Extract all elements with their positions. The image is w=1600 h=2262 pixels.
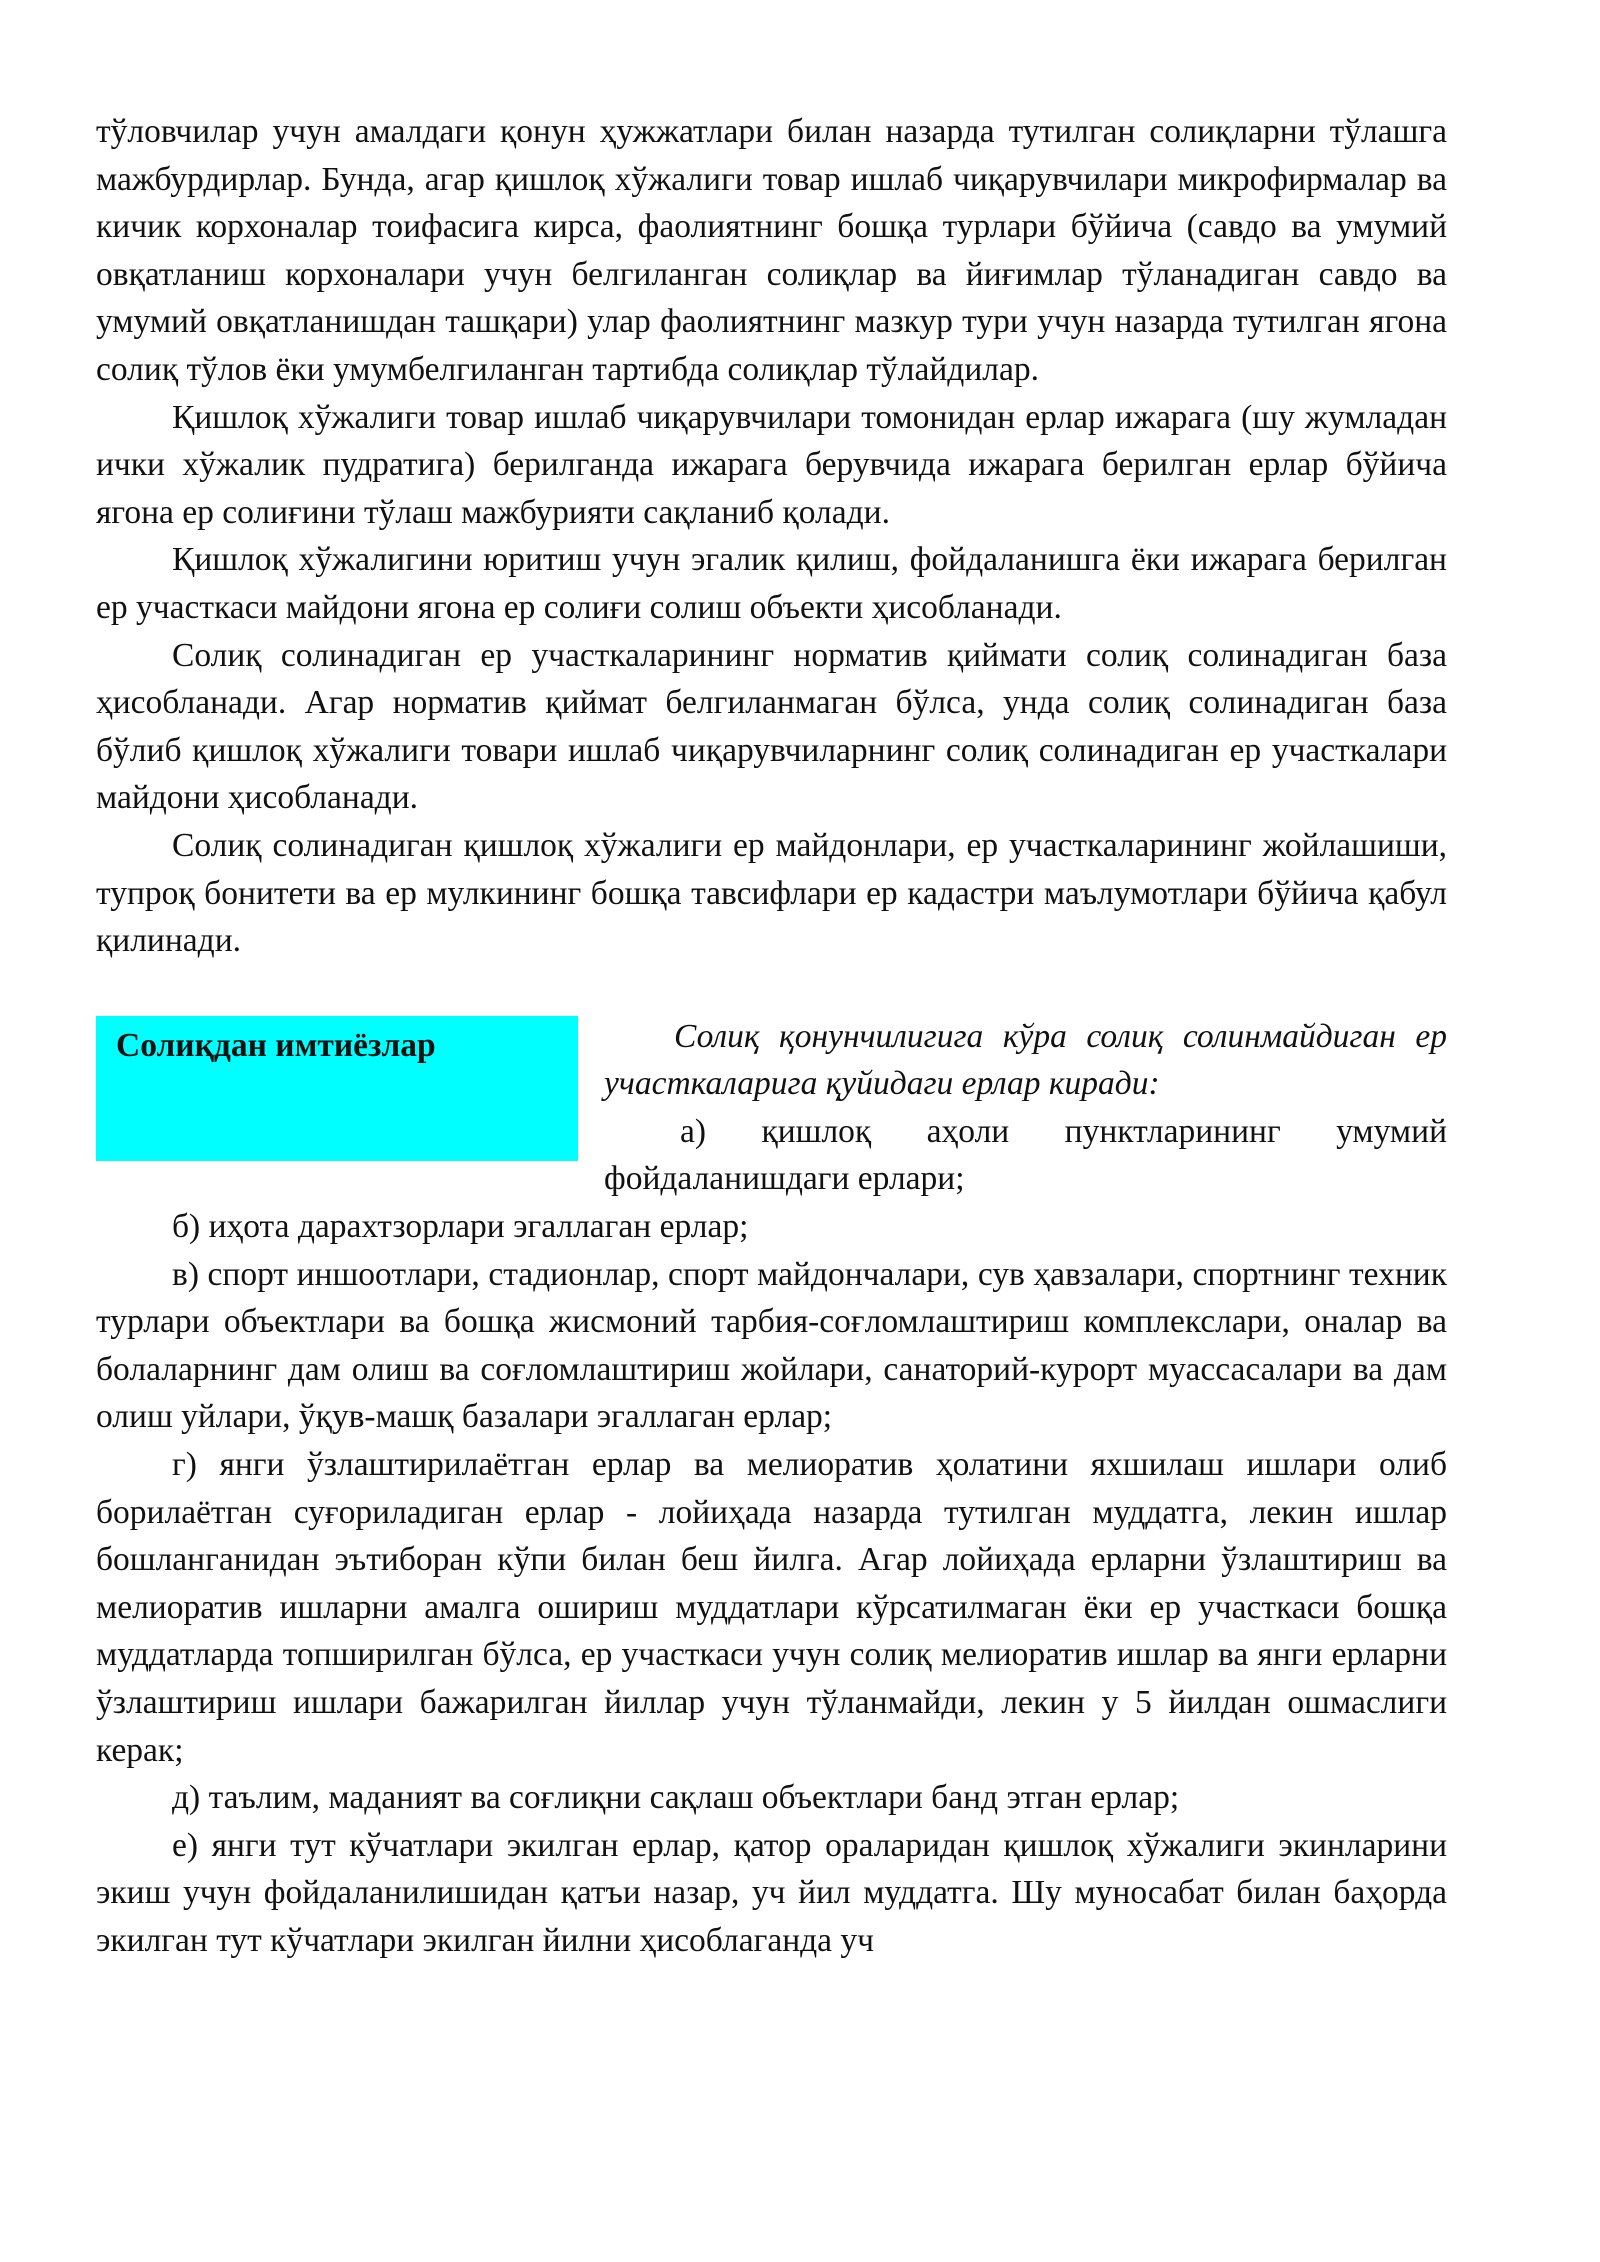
document-page: [96, 108, 1447, 1965]
paragraph-taxable-object: Қишлоқ хўжалигини юритиш учун эгалик қилиш, фойдаланишга ёки ижарага берилган ер участкаси майдони ягона ер солиғи солиш объекти ҳисобланади.: [96, 541, 1447, 626]
section-spacer: [96, 965, 1447, 1013]
paragraph-tax-base: Солиқ солинадиган ер участкаларининг норматив қиймати солиқ солинадиган база ҳисобланади. Агар норматив қиймат белгиланмаган бўлса, унда солиқ солинадиган база бўлиб қишлоқ хўжалиги товари ишлаб чиқарувчиларнинг солиқ солинадиган ер участкалари майдони ҳисобланади.: [96, 636, 1447, 817]
paragraph-cadastre: Солиқ солинадиган қишлоқ хўжалиги ер майдонлари, ер участкаларининг жойлашиши, тупроқ бонитети ва ер мулкининг бошқа тавсифлари ер кадастри маълумотлари бўйича қабул қилинади.: [96, 826, 1447, 960]
sidebar-heading-title: Солиқдан имтиёзлар: [116, 1026, 436, 1064]
paragraph-continuation: тўловчилар учун амалдаги қонун ҳужжатлари билан назарда тутилган солиқларни тўлашга мажбурдирлар. Бунда, агар қишлоқ хўжалиги товар ишлаб чиқарувчилари микрофирмалар ва кичик корхоналар тоифасига кирса, фаолиятнинг бошқа турлари бўйича (савдо ва умумий овқатланиш корхоналари учун белгиланган солиқлар ва йиғимлар тўланадиган савдо ва умумий овқатланишдан ташқари) улар фаолиятнинг мазкур тури учун назарда тутилган ягона солиқ тўлов ёки умумбелгиланган тартибда солиқлар тўлайдилар.: [96, 113, 1447, 388]
exemption-item-b: б) иҳота дарахтзорлари эгаллаган ерлар;: [172, 1208, 749, 1246]
paragraph-lease: Қишлоқ хўжалиги товар ишлаб чиқарувчилари томонидан ерлар ижарага (шу жумладан ички хўжалик пудратига) берилганда ижарага берувчида ижарага берилган ерлар бўйича ягона ер солиғини тўлаш мажбурияти сақланиб қолади.: [96, 398, 1447, 531]
exemption-item-d: д) таълим, маданият ва соғлиқни сақлаш объектлари банд этган ерлар;: [172, 1779, 1180, 1817]
exemption-item-v: в) спорт иншоотлари, стадионлар, спорт майдончалари, сув ҳавзалари, спортнинг техник турлари объектлари ва бошқа жисмоний тарбия-соғломлаштириш комплекслари, оналар ва болаларнинг дам олиш ва соғломлаштириш жойлари, санаторий-курорт муассасалари ва дам олиш уйлари, ўқув-машқ базалари эгаллаган ерлар;: [96, 1255, 1447, 1436]
exemptions-intro: Солиқ қонунчилигига кўра солиқ солинмайдиган ер участкаларига қуйидаги ерлар киради:: [604, 1017, 1447, 1103]
exemption-item-a: а) қишлоқ аҳоли пунктларининг умумий фойдаланишдаги ерлари;: [604, 1112, 1447, 1198]
exemption-item-g: г) янги ўзлаштирилаётган ерлар ва мелиоратив ҳолатини яхшилаш ишлари олиб борилаётган суғориладиган ерлар - лойиҳада назарда тутилган муддатга, лекин ишлар бошланганидан эътиборан кўпи билан беш йилга. Агар лойиҳада ерларни ўзлаштириш ва мелиоратив ишларни амалга ошириш муддатлари кўрсатилмаган ёки ер участкаси бошқа муддатларда топширилган бўлса, ер участкаси учун солиқ мелиоратив ишлар ва янги ерларни ўзлаштириш ишлари бажарилган йиллар учун тўланмайди, лекин у 5 йилдан ошмаслиги керак;: [96, 1446, 1447, 1769]
exemption-item-e: е) янги тут кўчатлари экилган ерлар, қатор ораларидан қишлоқ хўжалиги экинларини экиш учун фойдаланилишидан қатъи назар, уч йил муддатга. Шу муносабат билан баҳорда экилган тут кўчатлари экилган йилни ҳисоблаганда уч: [96, 1826, 1447, 1959]
sidebar-heading-box: [96, 1016, 578, 1161]
